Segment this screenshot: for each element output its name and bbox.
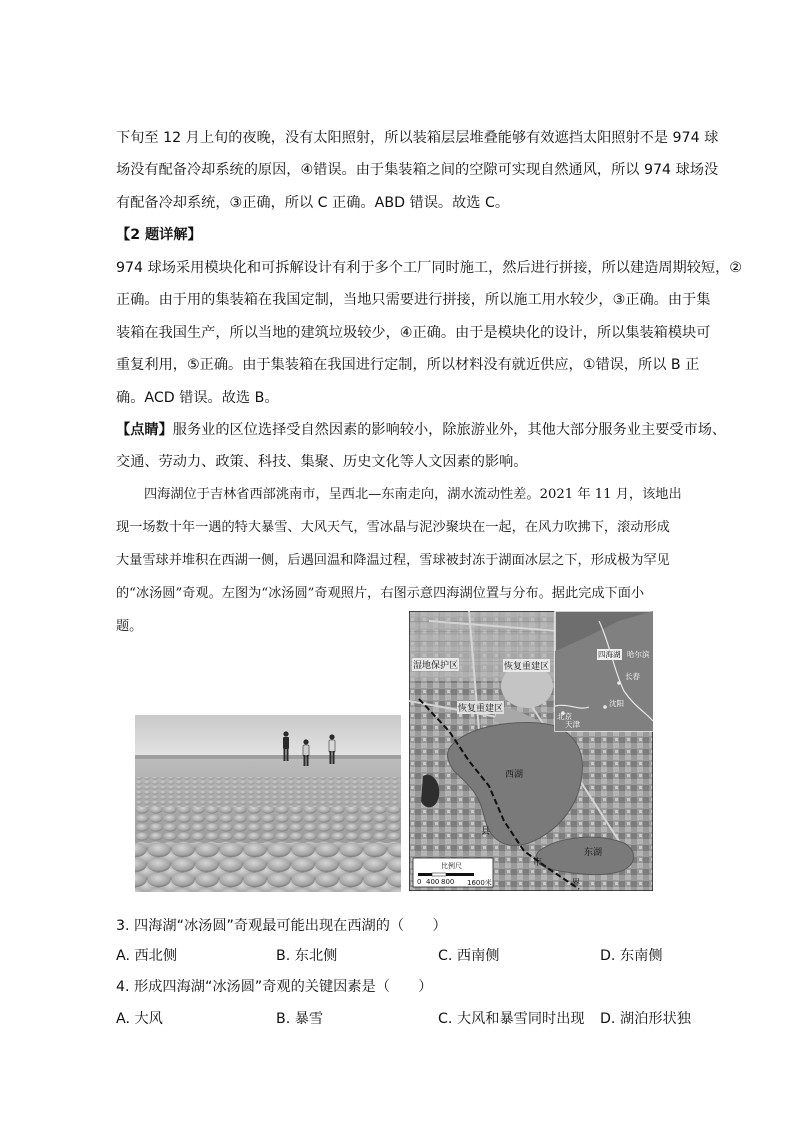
q3-option-c[interactable]: C. 西南侧 (438, 948, 500, 964)
label-city: 市 (533, 858, 543, 868)
label-west-lake: 西湖 (505, 770, 524, 780)
scale-tick-400: 400 (426, 878, 440, 886)
passage-line: 大量雪球并堆积在西湖一侧，后遇回温和降温过程，雪球被封冻于湖面冰层之下，形成极为罕见 (116, 553, 670, 568)
scale-title: 比例尺 (441, 862, 462, 870)
text-line: 场没有配备冷却系统的原因，④错误。由于集装箱之间的空隙可实现自然通风，所以 974 球场没 (116, 162, 719, 178)
text-line: 确。ACD 错误。故选 B。 (116, 390, 279, 406)
text-line: 有配备冷却系统，③正确，所以 C 正确。ABD 错误。故选 C。 (116, 195, 510, 211)
text-line: 下旬至 12 月上旬的夜晚，没有太阳照射，所以装箱层层堆叠能够有效遮挡太阳照射不是 974 球 (116, 130, 719, 146)
label-wetland-reserve: 湿地保护区 (412, 658, 459, 671)
q4-stem: 4. 形成四海湖“冰汤圆”奇观的关键因素是（ ） (116, 979, 433, 995)
passage-line: 题。 (116, 619, 143, 634)
q4-option-a[interactable]: A. 大风 (116, 1011, 163, 1027)
label-boundary: 界 (572, 878, 580, 887)
q3-option-d[interactable]: D. 东南侧 (600, 948, 663, 964)
q2-heading: 【2 题详解】 (116, 227, 202, 243)
inset-label-changchun: 长春 (625, 672, 640, 681)
inset-label-tianjin: 天津 (565, 720, 580, 729)
dianjing-label: 【点睛】 (116, 422, 173, 438)
q3-option-a[interactable]: A. 西北侧 (116, 948, 178, 964)
label-county: 县 (481, 827, 491, 837)
ice-dumpling-photo (135, 715, 401, 892)
q3-stem: 3. 四海湖“冰汤圆”奇观最可能出现在西湖的（ ） (116, 918, 447, 934)
q3-option-b[interactable]: B. 东北侧 (276, 948, 338, 964)
text-line: 装箱在我国生产，所以当地的建筑垃圾较少，④正确。由于是模块化的设计，所以集装箱模块可 (116, 325, 711, 341)
label-restoration-2: 恢复重建区 (457, 701, 504, 714)
passage-line: 四海湖位于吉林省西部洮南市，呈西北—东南走向，湖水流动性差。2021 年 11 月，该地出 (144, 487, 682, 502)
q4-option-d[interactable]: D. 湖泊形状独 (600, 1011, 691, 1027)
label-restoration-1: 恢复重建区 (503, 659, 550, 672)
q4-option-c[interactable]: C. 大风和暴雪同时出现 (438, 1011, 585, 1027)
inset-label-shenyang: 沈阳 (609, 699, 624, 708)
q4-option-b[interactable]: B. 暴雪 (276, 1011, 324, 1027)
scale-tick-1600: 1600米 (467, 879, 492, 887)
inset-label-beijing: 北京 (557, 712, 572, 721)
scale-bar (418, 873, 474, 876)
text-line: 974 球场采用模块化和可拆解设计有利于多个工厂同时施工，然后进行拼接，所以建造周期较短，② (116, 260, 742, 276)
passage-line: 现一场数十年一遇的特大暴雪、大风天气，雪冰晶与泥沙聚块在一起，在风力吹拂下，滚动形成 (116, 520, 670, 535)
inset-label-sihai: 四海湖 (598, 650, 621, 659)
scale-tick-800: 800 (441, 878, 455, 886)
sihai-lake-map (409, 611, 653, 891)
text-line: 重复利用，⑤正确。由于集装箱在我国进行定制，所以材料没有就近供应，①错误，所以 B 正 (116, 357, 700, 373)
scale-tick-0: 0 (417, 878, 422, 886)
inset-label-harbin: 哈尔滨 (627, 650, 650, 659)
label-east-lake: 东湖 (584, 848, 603, 858)
text-line: 交通、劳动力、政策、科技、集聚、历史文化等人文因素的影响。 (116, 454, 528, 470)
text-line: 正确。由于用的集装箱在我国定制，当地只需要进行拼接，所以施工用水较少，③正确。由于集 (116, 292, 711, 308)
text-line: 服务业的区位选择受自然因素的影响较小，除旅游业外，其他大部分服务业主要受市场、 (172, 422, 727, 438)
passage-line: 的“冰汤圆”奇观。左图为“冰汤圆”奇观照片，右图示意四海湖位置与分布。据此完成下面小 (116, 586, 645, 601)
